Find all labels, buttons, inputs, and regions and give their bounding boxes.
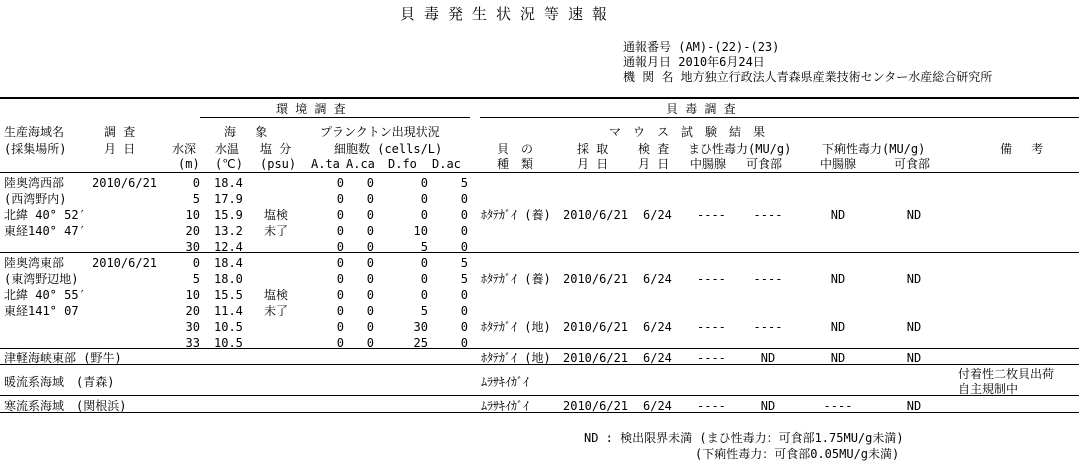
cell-ata: 0 xyxy=(336,208,344,222)
shell-header-2: 種 類 xyxy=(497,157,534,171)
cell-aca: 0 xyxy=(366,208,374,222)
cell-c1: 陸奥湾東部 xyxy=(4,256,65,270)
species-ata: A.ta xyxy=(311,157,340,171)
cell-dfo: 5 xyxy=(420,304,428,318)
cell-depth: 0 xyxy=(192,176,200,190)
cell-d1: ---- xyxy=(823,399,853,413)
test-header: 検 査 xyxy=(638,142,670,156)
cells-header: 細胞数 (cells/L) xyxy=(334,142,443,156)
cell-dac: 0 xyxy=(460,224,468,238)
cell-ata: 0 xyxy=(336,304,344,318)
cell-shell: ﾎﾀﾃｶﾞｲ (地) xyxy=(481,351,551,365)
psp-mid-header: 中腸腺 xyxy=(690,157,727,171)
cell-c1: 北緯 40° 55′ xyxy=(4,288,86,302)
cell-dac: 0 xyxy=(460,288,468,302)
depth-unit: (m) xyxy=(178,157,200,171)
cell-d2: ND xyxy=(906,272,922,286)
cell-depth: 10 xyxy=(185,208,200,222)
env-header-divider xyxy=(200,117,470,118)
cell-shell: ﾑﾗｻｷｲｶﾞｲ xyxy=(481,399,530,413)
table-top-border xyxy=(0,97,1079,99)
dsp-header: 下痢性毒力(MU/g) xyxy=(822,142,926,156)
cell-dac: 0 xyxy=(460,336,468,350)
cell-p2: ---- xyxy=(753,272,783,286)
cell-dfo: 0 xyxy=(420,256,428,270)
cell-shell: ﾎﾀﾃｶﾞｲ (地) xyxy=(481,320,551,334)
cell-temp: 13.2 xyxy=(214,224,243,238)
cell-dfo: 0 xyxy=(420,272,428,286)
cell-d2: ND xyxy=(906,208,922,222)
collect-header: 採 取 xyxy=(577,142,609,156)
cell-ata: 0 xyxy=(336,224,344,238)
cell-aca: 0 xyxy=(366,336,374,350)
cell-dfo: 0 xyxy=(420,208,428,222)
cell-d1: ND xyxy=(830,320,846,334)
depth-header: 水深 xyxy=(172,142,197,156)
remark-line-1: 付着性二枚貝出荷 xyxy=(958,367,1055,381)
cell-p1: ---- xyxy=(697,351,726,365)
cell-p1: ---- xyxy=(697,399,726,413)
cell-dfo: 0 xyxy=(420,192,428,206)
row-divider xyxy=(0,348,1079,349)
cell-coll: 2010/6/21 xyxy=(563,351,629,365)
cell-aca: 0 xyxy=(366,272,374,286)
cell-ata: 0 xyxy=(336,192,344,206)
salinity-header: 塩 分 xyxy=(260,142,292,156)
cell-dfo: 30 xyxy=(413,320,428,334)
cell-aca: 0 xyxy=(366,224,374,238)
cell-p1: ---- xyxy=(697,208,726,222)
site-header: (採集場所) xyxy=(4,142,67,156)
cell-temp: 10.5 xyxy=(214,320,243,334)
cell-d2: ND xyxy=(906,399,922,413)
cell-depth: 20 xyxy=(185,224,200,238)
cell-c1: 陸奥湾西部 xyxy=(4,176,65,190)
cell-depth: 10 xyxy=(185,288,200,302)
cell-dac: 0 xyxy=(460,320,468,334)
footnote-2: (下痢性毒力：可食部0.05MU/g未満) xyxy=(695,447,900,461)
cell-temp: 15.9 xyxy=(214,208,243,222)
cell-d1: ND xyxy=(830,208,846,222)
cell-dac: 5 xyxy=(460,272,468,286)
plankton-header: プランクトン出現状況 xyxy=(320,125,440,139)
cell-dac: 5 xyxy=(460,176,468,190)
cell-c1: (西湾野内) xyxy=(4,192,67,206)
cell-ata: 0 xyxy=(336,320,344,334)
cell-aca: 0 xyxy=(366,288,374,302)
species-aca: A.ca xyxy=(346,157,375,171)
cell-c1: 東経140° 47′ xyxy=(4,224,86,238)
cell-dfo: 0 xyxy=(420,288,428,302)
cell-p2: ND xyxy=(760,399,776,413)
report-date: 通報月日 2010年6月24日 xyxy=(623,55,765,69)
cell-temp: 12.4 xyxy=(214,240,243,254)
cell-c2: 2010/6/21 xyxy=(92,256,158,270)
cell-test: 6/24 xyxy=(643,351,672,365)
cell-temp: 11.4 xyxy=(214,304,243,318)
cell-shell: ﾎﾀﾃｶﾞｲ (養) xyxy=(481,208,551,222)
env-header: 環 境 調 査 xyxy=(276,102,346,116)
cell-shell: ﾑﾗｻｷｲｶﾞｲ xyxy=(481,375,530,389)
remarks-header: 備 考 xyxy=(1000,142,1044,156)
area-header: 生産海域名 xyxy=(4,125,65,139)
cell-d2: ND xyxy=(906,320,922,334)
cell-p2: ND xyxy=(760,351,776,365)
cell-depth: 30 xyxy=(185,320,200,334)
cell-coll: 2010/6/21 xyxy=(563,208,629,222)
date-header: 調 査 xyxy=(104,125,136,139)
cell-c1: 東経141° 07 xyxy=(4,304,79,318)
cell-aca: 0 xyxy=(366,304,374,318)
cell-ata: 0 xyxy=(336,256,344,270)
cell-d1: ND xyxy=(830,272,846,286)
cell-c2: 2010/6/21 xyxy=(92,176,158,190)
cell-depth: 20 xyxy=(185,304,200,318)
remark-line-2: 自主規制中 xyxy=(958,382,1019,396)
cell-dfo: 25 xyxy=(413,336,428,350)
cell-aca: 0 xyxy=(366,320,374,334)
species-dac: D.ac xyxy=(432,157,461,171)
cell-p1: ---- xyxy=(697,272,726,286)
cell-depth: 0 xyxy=(192,256,200,270)
cell-temp: 10.5 xyxy=(214,336,243,350)
cell-dfo: 5 xyxy=(420,240,428,254)
dsp-mid-header: 中腸腺 xyxy=(820,157,857,171)
shellfish-header: 貝 毒 調 査 xyxy=(666,102,736,116)
cell-ata: 0 xyxy=(336,240,344,254)
temp-unit: (℃) xyxy=(215,157,243,171)
cell-dac: 0 xyxy=(460,192,468,206)
cell-coll: 2010/6/21 xyxy=(563,272,629,286)
species-dfo: D.fo xyxy=(388,157,417,171)
cell-coll: 2010/6/21 xyxy=(563,320,629,334)
dsp-edible-header: 可食部 xyxy=(894,157,931,171)
cell-test: 6/24 xyxy=(643,399,672,413)
cell-dac: 0 xyxy=(460,240,468,254)
page-title: 貝毒発生状況等速報 xyxy=(400,5,617,23)
cell-p1: ---- xyxy=(697,320,726,334)
psp-edible-header: 可食部 xyxy=(746,157,783,171)
cell-shell: ﾎﾀﾃｶﾞｲ (養) xyxy=(481,272,551,286)
cell-sal: 未了 xyxy=(264,224,289,238)
cell-c1: 津軽海峡東部 (野牛) xyxy=(4,351,122,365)
cell-ata: 0 xyxy=(336,288,344,302)
sea-header: 海 象 xyxy=(224,125,268,139)
organization: 機 関 名 地方独立行政法人青森県産業技術センター水産総合研究所 xyxy=(623,70,993,84)
cell-temp: 15.5 xyxy=(214,288,243,302)
cell-temp: 18.0 xyxy=(214,272,243,286)
cell-coll: 2010/6/21 xyxy=(563,399,629,413)
cell-d1: ND xyxy=(830,351,846,365)
report-number: 通報番号 (AM)-(22)-(23) xyxy=(623,40,780,54)
date-header-2: 月 日 xyxy=(104,142,136,156)
cell-depth: 33 xyxy=(185,336,200,350)
cell-temp: 17.9 xyxy=(214,192,243,206)
cell-c1: 北緯 40° 52′ xyxy=(4,208,86,222)
cell-ata: 0 xyxy=(336,176,344,190)
footnote-1: ND : 検出限界未満 (まひ性毒力：可食部1.75MU/g未満) xyxy=(584,431,904,445)
cell-depth: 30 xyxy=(185,240,200,254)
cell-sal: 塩検 xyxy=(264,208,289,222)
shellfish-header-divider xyxy=(480,117,1079,118)
cell-depth: 5 xyxy=(192,272,200,286)
cell-ata: 0 xyxy=(336,336,344,350)
temp-header: 水温 xyxy=(215,142,240,156)
cell-dfo: 0 xyxy=(420,176,428,190)
cell-dfo: 10 xyxy=(413,224,428,238)
cell-aca: 0 xyxy=(366,256,374,270)
row-divider xyxy=(0,395,1079,396)
cell-c1: 暖流系海域 (青森) xyxy=(4,375,115,389)
row-divider xyxy=(0,252,1079,253)
cell-c1: 寒流系海域 (関根浜) xyxy=(4,399,127,413)
cell-p2: ---- xyxy=(753,320,783,334)
cell-sal: 塩検 xyxy=(264,288,289,302)
psp-header: まひ性毒力(MU/g) xyxy=(688,142,792,156)
cell-p2: ---- xyxy=(753,208,783,222)
cell-aca: 0 xyxy=(366,240,374,254)
cell-aca: 0 xyxy=(366,192,374,206)
cell-dac: 0 xyxy=(460,304,468,318)
test-header-2: 月 日 xyxy=(638,157,670,171)
cell-test: 6/24 xyxy=(643,320,672,334)
header-bottom-border xyxy=(0,172,1079,173)
cell-depth: 5 xyxy=(192,192,200,206)
cell-aca: 0 xyxy=(366,176,374,190)
shell-header: 貝 の xyxy=(497,142,534,156)
cell-temp: 18.4 xyxy=(214,176,243,190)
cell-dac: 0 xyxy=(460,208,468,222)
cell-ata: 0 xyxy=(336,272,344,286)
cell-dac: 5 xyxy=(460,256,468,270)
cell-test: 6/24 xyxy=(643,272,672,286)
cell-sal: 未了 xyxy=(264,304,289,318)
cell-temp: 18.4 xyxy=(214,256,243,270)
cell-c1: (東湾野辺地) xyxy=(4,272,79,286)
salinity-unit: (psu) xyxy=(260,157,297,171)
collect-header-2: 月 日 xyxy=(577,157,609,171)
mouse-test-header: マ ウ ス 試 験 結 果 xyxy=(609,125,766,139)
cell-d2: ND xyxy=(906,351,922,365)
cell-test: 6/24 xyxy=(643,208,672,222)
